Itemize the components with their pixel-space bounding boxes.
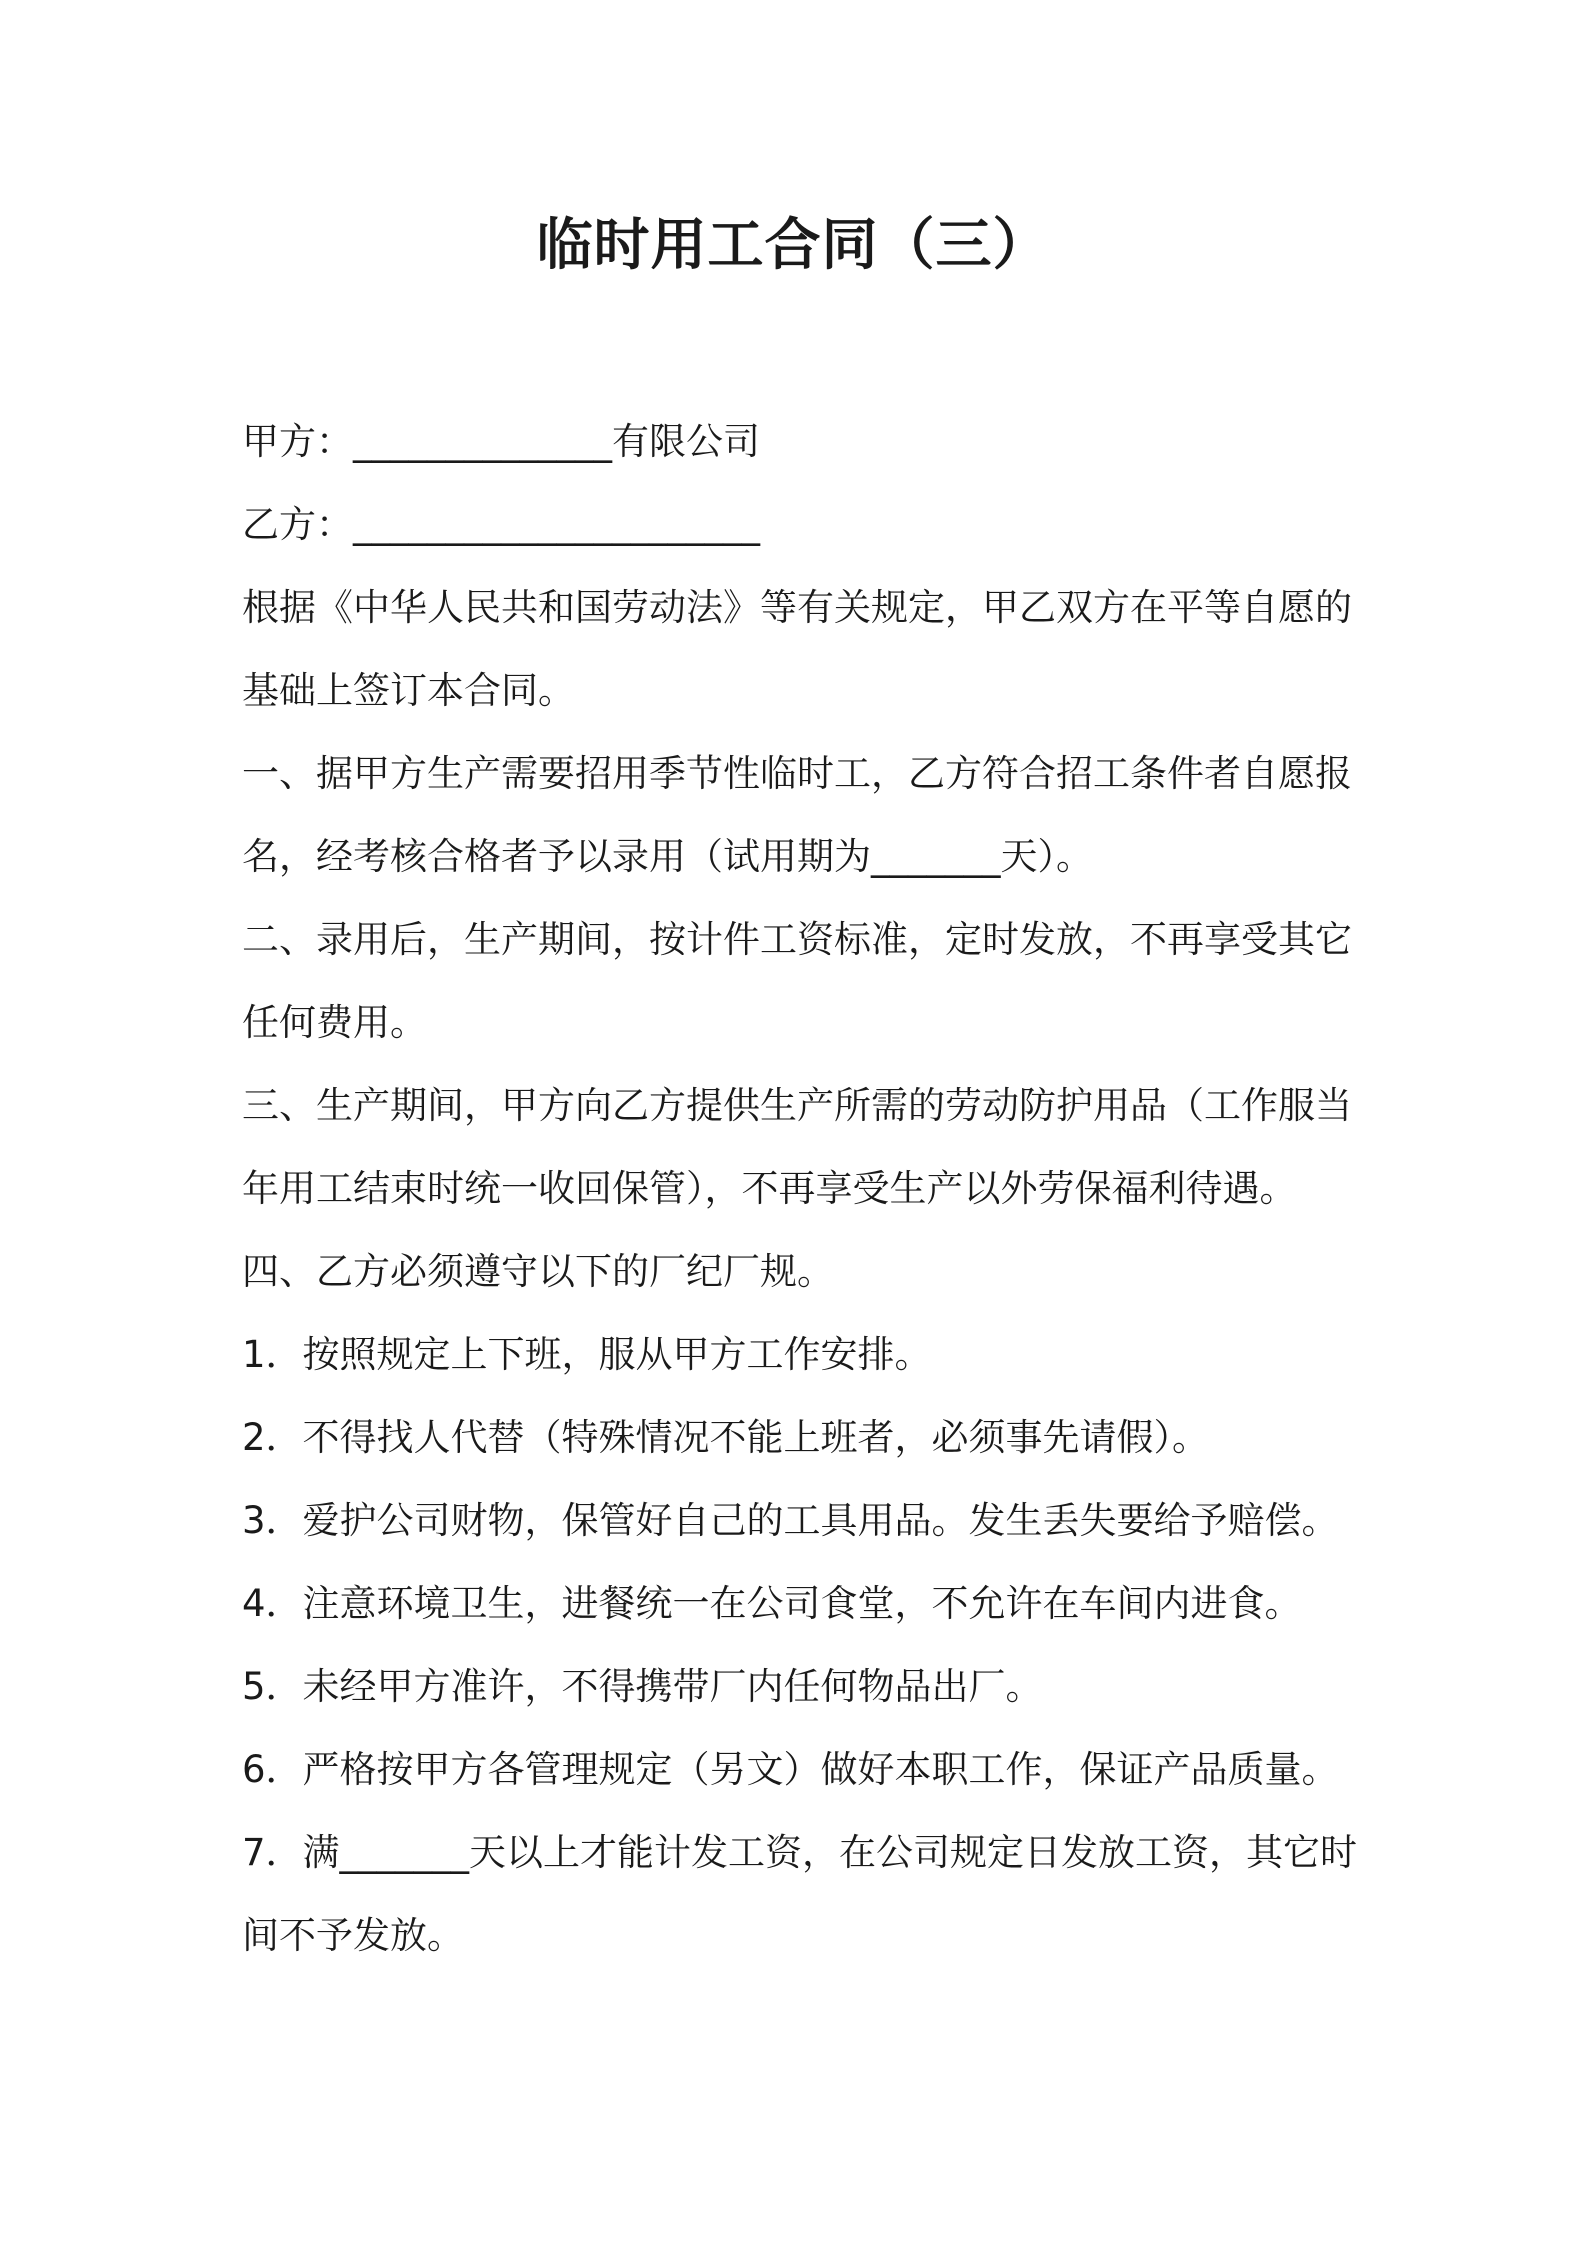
clause-2: 二、录用后，生产期间，按计件工资标准，定时发放，不再享受其它任何费用。 xyxy=(242,918,1352,1044)
rule-5: 5．未经甲方准许，不得携带厂内任何物品出厂。 xyxy=(242,1665,1043,1708)
intro-paragraph: 根据《中华人民共和国劳动法》等有关规定，甲乙双方在平等自愿的基础上签订本合同。 xyxy=(242,586,1352,712)
party-a-blank: ______________ xyxy=(353,420,612,463)
document-title: 临时用工合同（三） xyxy=(536,213,1050,278)
party-b-line xyxy=(242,483,1362,566)
party-a-label: 甲方： xyxy=(242,420,353,463)
clause-3: 三、生产期间，甲方向乙方提供生产所需的劳动防护用品（工作服当年用工结束时统一收回保管），不再享受生产以外劳保福利待遇。 xyxy=(242,1084,1352,1210)
party-b-label: 乙方： xyxy=(242,503,353,546)
clause-4: 四、乙方必须遵守以下的厂纪厂规。 xyxy=(242,1250,834,1293)
document-body xyxy=(242,400,1362,1977)
rule-6: 6．严格按甲方各管理规定（另文）做好本职工作，保证产品质量。 xyxy=(242,1748,1339,1791)
rule-7-text: 7．满 xyxy=(242,1831,340,1874)
party-b-blank: ______________________ xyxy=(353,503,760,546)
party-a-line xyxy=(242,400,1362,483)
rule-7 xyxy=(242,1811,1362,1977)
clause-1-text-end: 天）。 xyxy=(1000,835,1093,878)
rule-3: 3．爱护公司财物，保管好自己的工具用品。发生丢失要给予赔偿。 xyxy=(242,1499,1339,1542)
rule-1: 1．按照规定上下班，服从甲方工作安排。 xyxy=(242,1333,932,1376)
probation-days-blank: _______ xyxy=(871,835,1001,878)
minimum-days-blank: _______ xyxy=(339,1831,470,1874)
clause-1-text: 一、据甲方生产需要招用季节性临时工，乙方符合招工条件者自愿报名，经考核合格者予以录用（试用期为 xyxy=(242,752,1352,878)
party-a-suffix: 有限公司 xyxy=(612,420,760,463)
rule-7-text-end: 天以上才能计发工资，在公司规定日发放工资，其它时间不予发放。 xyxy=(242,1831,1358,1957)
rule-2: 2．不得找人代替（特殊情况不能上班者，必须事先请假）。 xyxy=(242,1416,1210,1459)
clause-1 xyxy=(242,732,1362,898)
rule-4: 4．注意环境卫生，进餐统一在公司食堂，不允许在车间内进食。 xyxy=(242,1582,1302,1625)
